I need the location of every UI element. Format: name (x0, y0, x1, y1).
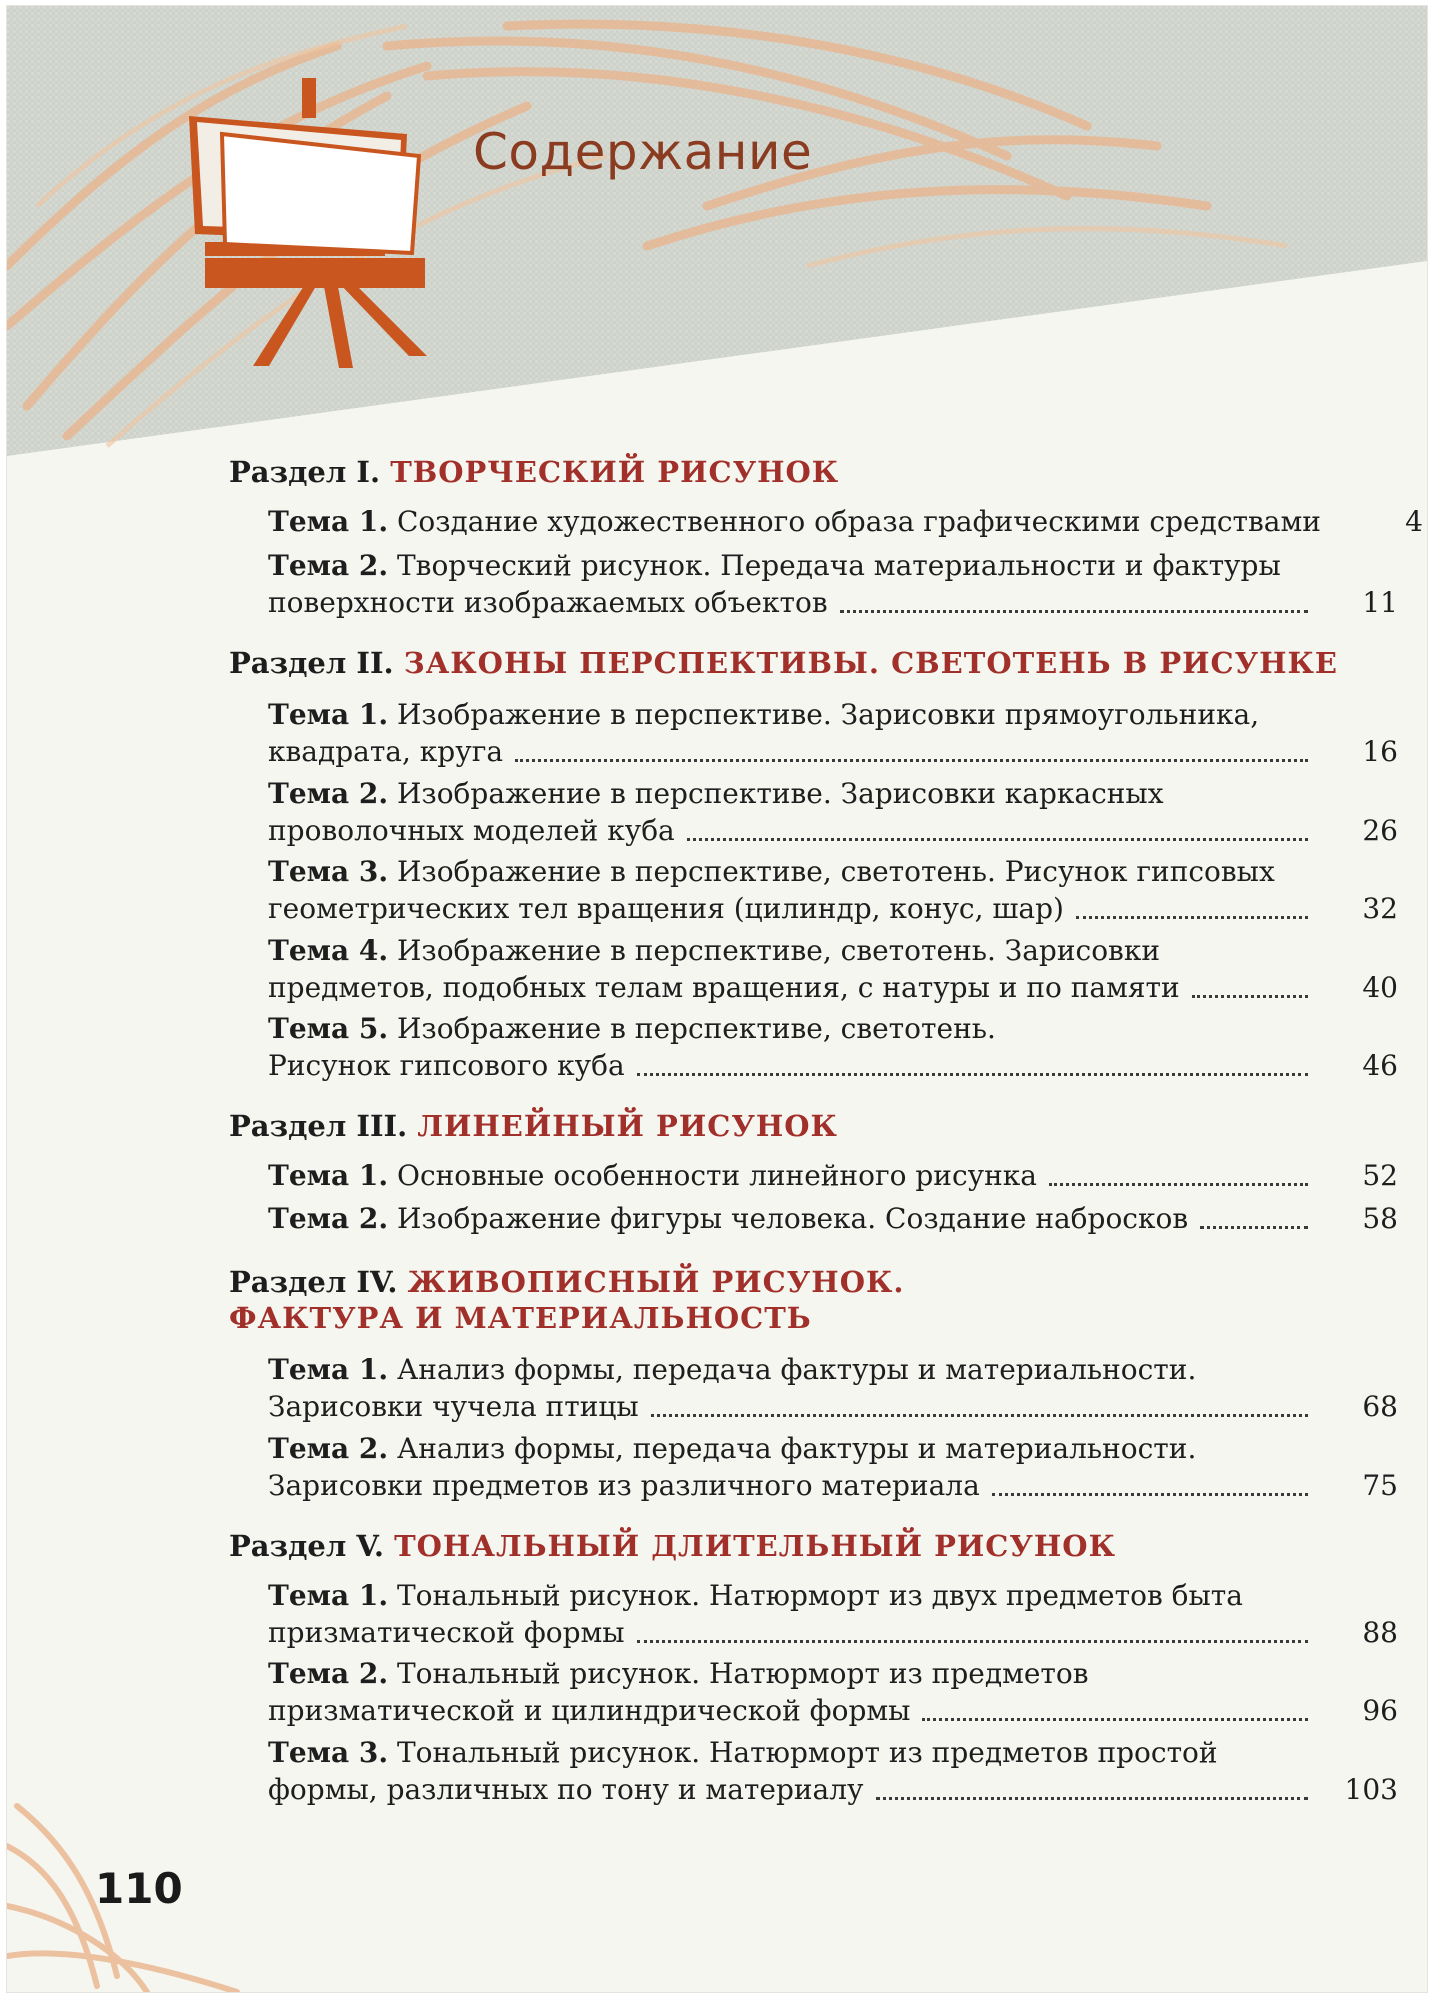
section-title: ЗАКОНЫ ПЕРСПЕКТИВЫ. СВЕТОТЕНЬ В РИСУНКЕ (403, 646, 1339, 680)
section-label: Раздел I. (229, 455, 381, 489)
page-ref: 40 (1362, 971, 1398, 1004)
topic-title-cont: поверхности изображаемых объектов (268, 586, 828, 619)
page-ref: 11 (1362, 586, 1398, 619)
dot-leader (651, 1414, 1308, 1417)
topic-title-cont: проволочных моделей куба (268, 814, 675, 847)
toc-entry[interactable] (268, 696, 1398, 770)
toc-entry[interactable] (268, 853, 1398, 927)
topic-label: Тема 1. (268, 1353, 389, 1386)
topic-title-cont: призматической формы (268, 1616, 625, 1649)
section-label: Раздел III. (229, 1109, 408, 1143)
dot-leader (1049, 1183, 1308, 1186)
page-title: Содержание (473, 123, 813, 181)
toc-entry[interactable] (268, 1200, 1398, 1237)
topic-title-cont: Рисунок гипсового куба (268, 1049, 625, 1082)
dot-leader (1200, 1226, 1308, 1229)
topic-title: Изображение в перспективе, светотень. Рисунок гипсовых (397, 855, 1275, 888)
topic-label: Тема 2. (268, 1432, 389, 1465)
dot-leader (687, 838, 1308, 841)
toc-entry[interactable] (268, 1430, 1398, 1504)
dot-leader (515, 759, 1308, 762)
section-title: ТОНАЛЬНЫЙ ДЛИТЕЛЬНЫЙ РИСУНОК (394, 1529, 1116, 1563)
section-heading-2 (229, 645, 1338, 681)
page-ref: 16 (1362, 735, 1398, 768)
topic-title-cont: квадрата, круга (268, 735, 504, 768)
toc-entry[interactable] (268, 932, 1398, 1006)
topic-label: Тема 5. (268, 1012, 389, 1045)
topic-title: Изображение фигуры человека. Создание набросков (397, 1202, 1189, 1235)
topic-title: Создание художественного образа графическими средствами (397, 505, 1321, 538)
topic-label: Тема 2. (268, 1202, 389, 1235)
topic-label: Тема 2. (268, 777, 389, 810)
dot-leader (840, 610, 1308, 613)
topic-title: Творческий рисунок. Передача материальности и фактуры (397, 549, 1281, 582)
section-heading-5 (229, 1528, 1116, 1564)
section-title: ТВОРЧЕСКИЙ РИСУНОК (390, 455, 840, 489)
page-ref: 103 (1344, 1773, 1398, 1806)
section-label: Раздел IV. (229, 1265, 398, 1299)
page-ref: 4 (1405, 505, 1423, 538)
section-label: Раздел V. (229, 1529, 384, 1563)
dot-leader (1076, 916, 1308, 919)
topic-title-cont: предметов, подобных телам вращения, с натуры и по памяти (268, 971, 1180, 1004)
dot-leader (637, 1073, 1308, 1076)
page-ref: 32 (1362, 892, 1398, 925)
topic-title-cont: геометрических тел вращения (цилиндр, конус, шар) (268, 892, 1064, 925)
topic-label: Тема 1. (268, 1579, 389, 1612)
topic-title: Основные особенности линейного рисунка (397, 1159, 1037, 1192)
topic-label: Тема 2. (268, 1657, 389, 1690)
page-ref: 52 (1362, 1159, 1398, 1192)
page-ref: 75 (1362, 1469, 1398, 1502)
topic-label: Тема 4. (268, 934, 389, 967)
section-heading-1 (229, 454, 839, 490)
topic-title: Анализ формы, передача фактуры и материальности. (397, 1432, 1197, 1465)
table-of-contents (7, 6, 1427, 1992)
toc-entry[interactable] (268, 1157, 1398, 1194)
toc-entry[interactable] (268, 547, 1398, 621)
topic-title-cont: призматической и цилиндрической формы (268, 1694, 911, 1727)
topic-title-cont: Зарисовки чучела птицы (268, 1390, 639, 1423)
page-ref: 26 (1362, 814, 1398, 847)
page-ref: 96 (1362, 1694, 1398, 1727)
topic-title: Тональный рисунок. Натюрморт из предметов (397, 1657, 1089, 1690)
page-ref: 68 (1362, 1390, 1398, 1423)
dot-leader (876, 1797, 1309, 1800)
topic-label: Тема 3. (268, 855, 389, 888)
topic-title-cont: формы, различных по тону и материалу (268, 1773, 864, 1806)
topic-title: Тональный рисунок. Натюрморт из двух предметов быта (397, 1579, 1243, 1612)
topic-label: Тема 1. (268, 1159, 389, 1192)
toc-entry[interactable] (268, 1577, 1398, 1651)
topic-title: Тональный рисунок. Натюрморт из предметов простой (397, 1736, 1218, 1769)
toc-entry[interactable] (268, 503, 1423, 540)
toc-entry[interactable] (268, 1010, 1398, 1084)
topic-label: Тема 1. (268, 505, 389, 538)
page-ref: 46 (1362, 1049, 1398, 1082)
page-number: 110 (95, 1864, 183, 1913)
section-title-cont: ФАКТУРА И МАТЕРИАЛЬНОСТЬ (229, 1301, 812, 1335)
page-ref: 58 (1362, 1202, 1398, 1235)
section-title: ЖИВОПИСНЫЙ РИСУНОК. (407, 1265, 905, 1299)
page-ref: 88 (1362, 1616, 1398, 1649)
section-label: Раздел II. (229, 646, 394, 680)
topic-label: Тема 3. (268, 1736, 389, 1769)
topic-title: Изображение в перспективе, светотень. Зарисовки (397, 934, 1160, 967)
toc-entry[interactable] (268, 775, 1398, 849)
toc-entry[interactable] (268, 1655, 1398, 1729)
topic-label: Тема 1. (268, 698, 389, 731)
topic-label: Тема 2. (268, 549, 389, 582)
section-heading-3 (229, 1108, 838, 1144)
topic-title-cont: Зарисовки предметов из различного материала (268, 1469, 980, 1502)
topic-title: Изображение в перспективе. Зарисовки каркасных (397, 777, 1164, 810)
topic-title: Изображение в перспективе. Зарисовки прямоугольника, (397, 698, 1260, 731)
dot-leader (1192, 995, 1308, 998)
topic-title: Анализ формы, передача фактуры и материальности. (397, 1353, 1197, 1386)
toc-entry[interactable] (268, 1351, 1398, 1425)
dot-leader (992, 1493, 1308, 1496)
book-page (7, 6, 1427, 1992)
topic-title: Изображение в перспективе, светотень. (397, 1012, 996, 1045)
section-title: ЛИНЕЙНЫЙ РИСУНОК (417, 1109, 838, 1143)
dot-leader (922, 1718, 1308, 1721)
section-heading-4 (229, 1264, 904, 1336)
dot-leader (637, 1640, 1308, 1643)
toc-entry[interactable] (268, 1734, 1398, 1808)
